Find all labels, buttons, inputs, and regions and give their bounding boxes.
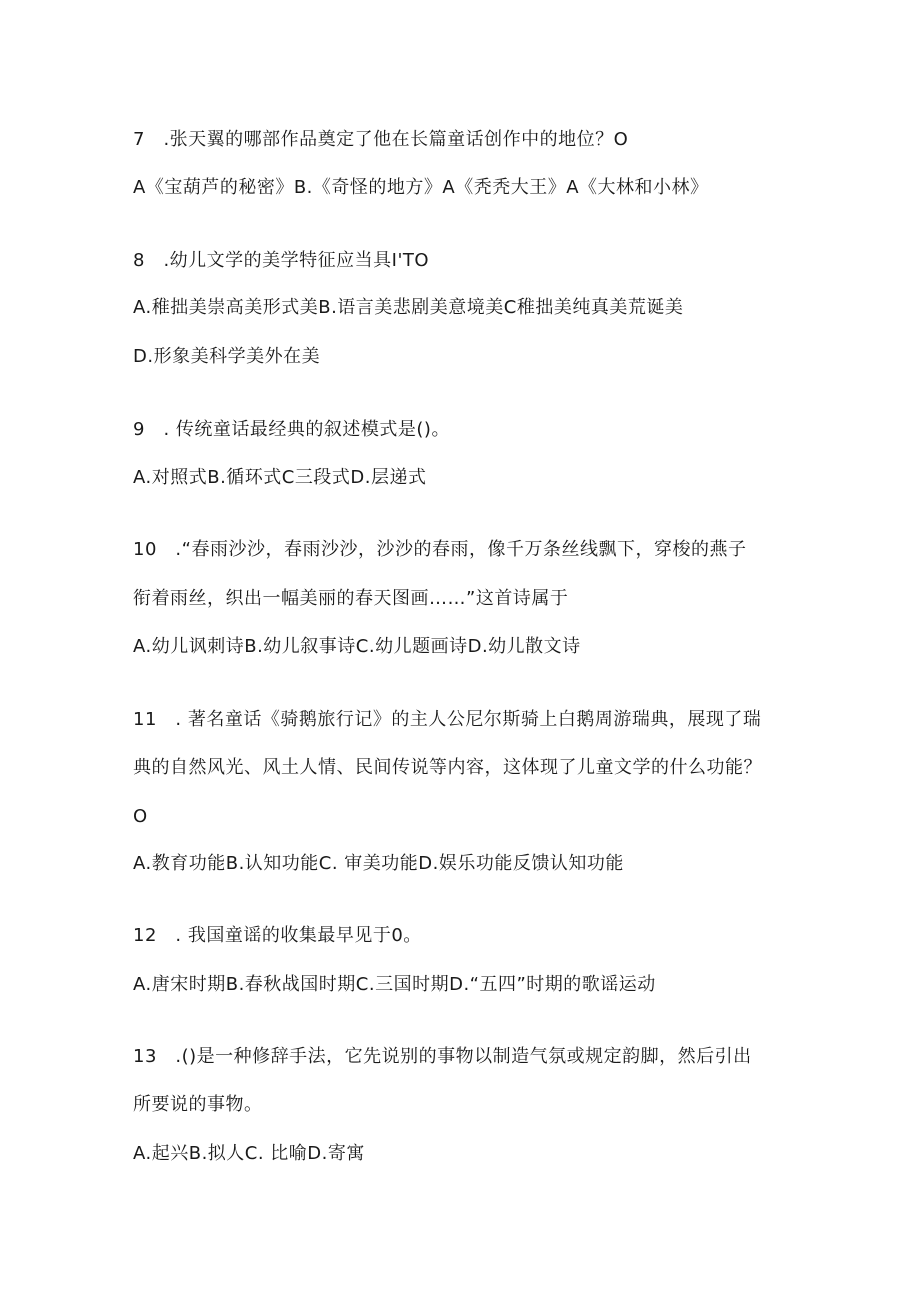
- question-12-stem: 12 . 我国童谣的收集最早见于0。: [133, 925, 422, 946]
- question-8-stem: 8 .幼儿文学的美学特征应当具I'TO: [133, 250, 430, 271]
- question-10-stem-line-2: 衔着雨丝，织出一幅美丽的春天图画……”这首诗属于: [133, 588, 569, 609]
- question-13-stem-line-1: 13 .()是一种修辞手法，它先说别的事物以制造气氛或规定韵脚，然后引出: [133, 1046, 752, 1067]
- question-12-options: A.唐宋时期B.春秋战国时期C.三国时期D.“五四”时期的歌谣运动: [133, 974, 656, 995]
- question-11-stem-line-2: 典的自然风光、风土人情、民间传说等内容，这体现了儿童文学的什么功能？: [133, 757, 762, 778]
- question-8-options-line-1: A.稚拙美崇高美形式美B.语言美悲剧美意境美C稚拙美纯真美荒诞美: [133, 297, 684, 318]
- question-13-stem-line-2: 所要说的事物。: [133, 1094, 263, 1115]
- question-11-stem-line-1: 11 . 著名童话《骑鹅旅行记》的主人公尼尔斯骑上白鹅周游瑞典，展现了瑞: [133, 709, 762, 730]
- question-11-options: A.教育功能B.认知功能C. 审美功能D.娱乐功能反馈认知功能: [133, 853, 624, 874]
- question-9-options: A.对照式B.循环式C三段式D.层递式: [133, 467, 427, 488]
- question-13-options: A.起兴B.拟人C. 比喻D.寄寓: [133, 1143, 365, 1164]
- question-7-stem: 7 .张天翼的哪部作品奠定了他在长篇童话创作中的地位？O: [133, 129, 629, 150]
- question-11-stem-line-3: O: [133, 806, 148, 827]
- question-7-options: A《宝葫芦的秘密》B.《奇怪的地方》A《秃秃大王》A《大林和小林》: [133, 177, 709, 198]
- question-10-stem-line-1: 10 .“春雨沙沙，春雨沙沙，沙沙的春雨，像千万条丝线飘下，穿梭的燕子: [133, 539, 747, 560]
- question-8-options-line-2: D.形象美科学美外在美: [133, 346, 321, 367]
- question-9-stem: 9 . 传统童话最经典的叙述模式是()。: [133, 419, 450, 440]
- question-10-options: A.幼儿讽刺诗B.幼儿叙事诗C.幼儿题画诗D.幼儿散文诗: [133, 636, 581, 657]
